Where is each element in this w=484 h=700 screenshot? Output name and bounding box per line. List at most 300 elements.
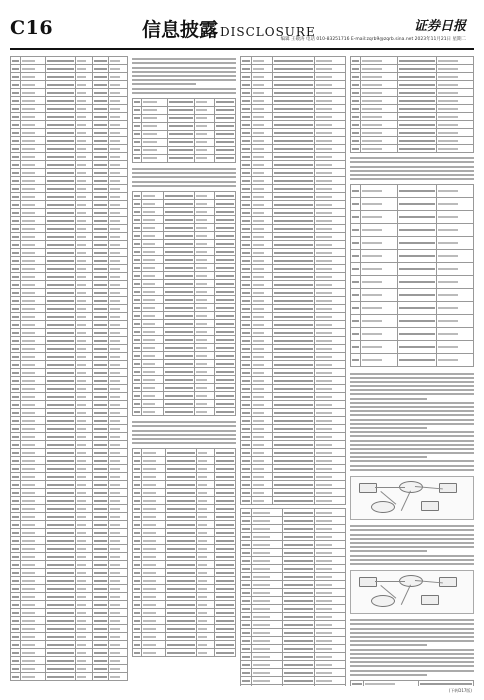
table-cell xyxy=(196,489,215,497)
table-row xyxy=(241,313,346,321)
greeked-text xyxy=(362,92,382,94)
greeked-text xyxy=(274,308,312,310)
diagram-node xyxy=(359,577,377,587)
table-cell xyxy=(252,265,273,273)
greeked-text xyxy=(316,340,333,342)
greeked-text xyxy=(316,428,333,430)
greeked-text xyxy=(110,220,120,222)
greeked-text xyxy=(196,395,207,397)
greeked-text xyxy=(438,216,458,218)
greeked-text xyxy=(216,211,234,213)
table-cell xyxy=(92,449,109,457)
table-cell xyxy=(252,193,273,201)
table-cell xyxy=(92,537,109,545)
greeked-text xyxy=(94,276,108,278)
table-cell xyxy=(11,553,21,561)
table-cell xyxy=(398,341,437,354)
table-row xyxy=(241,669,346,677)
table-cell xyxy=(283,613,314,621)
greeked-text xyxy=(22,276,35,278)
greeked-text xyxy=(110,604,120,606)
table-cell xyxy=(314,193,345,201)
table-cell xyxy=(196,625,215,633)
table-row xyxy=(241,581,346,589)
greeked-text xyxy=(12,492,19,494)
table-cell xyxy=(141,609,166,617)
table-cell xyxy=(196,633,215,641)
table-row xyxy=(133,537,236,545)
table-cell xyxy=(215,593,236,601)
greeked-text xyxy=(216,203,234,205)
table-cell xyxy=(76,129,93,137)
greeked-text xyxy=(110,580,120,582)
greeked-text xyxy=(12,572,19,574)
table-row xyxy=(133,617,236,625)
greeked-text xyxy=(77,460,86,462)
table-cell xyxy=(11,401,21,409)
greeked-text xyxy=(274,356,312,358)
table-cell xyxy=(11,153,21,161)
text-line xyxy=(350,398,427,400)
greeked-text xyxy=(242,452,250,454)
greeked-text xyxy=(12,60,19,62)
table-cell xyxy=(92,545,109,553)
greeked-text xyxy=(134,149,140,151)
greeked-text xyxy=(47,84,74,86)
table-row xyxy=(241,249,346,257)
table-cell xyxy=(76,505,93,513)
table-cell xyxy=(133,449,142,457)
greeked-text xyxy=(242,268,250,270)
greeked-text xyxy=(94,148,108,150)
table-cell xyxy=(351,315,361,328)
greeked-text xyxy=(22,316,35,318)
greeked-text xyxy=(22,156,35,158)
table-cell xyxy=(11,249,21,257)
table-cell xyxy=(92,161,109,169)
table-cell xyxy=(46,465,76,473)
table-cell xyxy=(241,385,252,393)
table-row xyxy=(241,425,346,433)
table-cell xyxy=(398,185,437,198)
table-cell xyxy=(252,385,273,393)
table-cell xyxy=(314,369,345,377)
table-cell xyxy=(241,169,252,177)
table-cell xyxy=(361,315,398,328)
table-row xyxy=(133,545,236,553)
greeked-text xyxy=(77,636,86,638)
greeked-text xyxy=(274,76,312,78)
greeked-text xyxy=(284,512,312,514)
text-line xyxy=(350,385,474,387)
table-row xyxy=(241,637,346,645)
table-row xyxy=(133,497,236,505)
greeked-text xyxy=(110,484,120,486)
greeked-text xyxy=(110,260,120,262)
greeked-text xyxy=(110,500,120,502)
greeked-text xyxy=(316,260,333,262)
table-cell xyxy=(241,417,252,425)
table-cell xyxy=(241,541,252,549)
greeked-text xyxy=(253,140,264,142)
table-cell xyxy=(273,137,314,145)
greeked-text xyxy=(134,524,140,526)
greeked-text xyxy=(94,220,108,222)
greeked-text xyxy=(47,436,74,438)
table-cell xyxy=(164,272,194,280)
table-cell xyxy=(133,408,142,416)
table-cell xyxy=(46,417,76,425)
table-row xyxy=(133,122,236,130)
table-row xyxy=(11,545,128,553)
table-cell xyxy=(133,240,142,248)
greeked-text xyxy=(216,219,234,221)
table-row xyxy=(133,408,236,416)
table-cell xyxy=(20,441,45,449)
greeked-text xyxy=(316,180,333,182)
greeked-text xyxy=(362,216,382,218)
table-cell xyxy=(252,517,283,525)
greeked-text xyxy=(110,332,120,334)
greeked-text xyxy=(77,476,86,478)
greeked-text xyxy=(47,276,74,278)
table-cell xyxy=(109,601,128,609)
greeked-text xyxy=(362,190,382,192)
table-cell xyxy=(20,209,45,217)
table-cell xyxy=(46,281,76,289)
greeked-text xyxy=(242,308,250,310)
table-cell xyxy=(437,328,474,341)
greeked-text xyxy=(316,332,333,334)
greeked-text xyxy=(47,348,74,350)
greeked-text xyxy=(94,180,108,182)
greeked-text xyxy=(134,484,140,486)
greeked-text xyxy=(169,149,192,151)
table-cell xyxy=(20,545,45,553)
greeked-text xyxy=(22,252,35,254)
table-row xyxy=(133,376,236,384)
table-cell xyxy=(252,637,283,645)
table-cell xyxy=(283,597,314,605)
table-row xyxy=(133,98,236,106)
greeked-text xyxy=(216,476,234,478)
text-line xyxy=(350,444,474,446)
greeked-text xyxy=(316,476,333,478)
greeked-text xyxy=(362,140,382,142)
table-row xyxy=(241,557,346,565)
greeked-text xyxy=(242,412,250,414)
table-cell xyxy=(283,669,314,677)
greeked-text xyxy=(12,108,19,110)
disclosure-table xyxy=(132,191,236,416)
greeked-text xyxy=(352,148,359,150)
table-cell xyxy=(351,105,361,113)
greeked-text xyxy=(22,108,35,110)
table-cell xyxy=(241,209,252,217)
table-cell xyxy=(314,153,345,161)
table-cell xyxy=(20,609,45,617)
greeked-text xyxy=(399,255,435,257)
table-cell xyxy=(141,449,166,457)
greeked-text xyxy=(274,404,312,406)
greeked-text xyxy=(438,108,458,110)
greeked-text xyxy=(12,212,19,214)
greeked-text xyxy=(253,608,270,610)
table-cell xyxy=(241,581,252,589)
table-cell xyxy=(76,593,93,601)
greeked-text xyxy=(242,380,250,382)
greeked-text xyxy=(143,275,155,277)
table-cell xyxy=(20,81,45,89)
greeked-text xyxy=(22,324,35,326)
table-cell xyxy=(314,313,345,321)
greeked-text xyxy=(134,267,140,269)
greeked-text xyxy=(242,468,250,470)
table-cell xyxy=(241,549,252,557)
table-cell xyxy=(92,513,109,521)
table-cell xyxy=(20,385,45,393)
greeked-text xyxy=(198,652,208,654)
table-cell xyxy=(252,473,273,481)
table-cell xyxy=(20,145,45,153)
table-cell xyxy=(241,153,252,161)
table-cell xyxy=(109,257,128,265)
table-cell xyxy=(92,665,109,673)
greeked-text xyxy=(242,244,250,246)
table-cell xyxy=(196,473,215,481)
table-row xyxy=(133,529,236,537)
table-cell xyxy=(361,354,398,367)
table-cell xyxy=(92,137,109,145)
table-cell xyxy=(109,425,128,433)
greeked-text xyxy=(77,76,86,78)
table-cell xyxy=(46,209,76,217)
greeked-text xyxy=(77,116,86,118)
table-cell xyxy=(20,457,45,465)
greeked-text xyxy=(134,572,140,574)
greeked-text xyxy=(216,259,234,261)
table-cell xyxy=(215,336,236,344)
table-cell xyxy=(252,113,273,121)
table-cell xyxy=(314,177,345,185)
table-cell xyxy=(314,409,345,417)
greeked-text xyxy=(77,500,86,502)
greeked-text xyxy=(110,100,120,102)
table-row xyxy=(11,121,128,129)
table-cell xyxy=(46,665,76,673)
table-cell xyxy=(196,601,215,609)
table-cell xyxy=(20,473,45,481)
greeked-text xyxy=(167,588,194,590)
table-cell xyxy=(11,281,21,289)
table-cell xyxy=(46,561,76,569)
greeked-text xyxy=(167,460,194,462)
disclosure-table xyxy=(132,98,236,163)
table-row xyxy=(241,89,346,97)
table-cell xyxy=(215,497,236,505)
table-cell xyxy=(133,98,142,106)
table-cell xyxy=(46,641,76,649)
greeked-text xyxy=(110,212,120,214)
table-cell xyxy=(141,633,166,641)
table-cell xyxy=(109,57,128,65)
table-cell xyxy=(76,297,93,305)
greeked-text xyxy=(198,492,208,494)
greeked-text xyxy=(196,117,207,119)
greeked-text xyxy=(77,348,86,350)
table-cell xyxy=(252,465,273,473)
table-cell xyxy=(166,465,196,473)
greeked-text xyxy=(242,116,250,118)
table-cell xyxy=(20,97,45,105)
table-cell xyxy=(46,225,76,233)
table-cell xyxy=(252,393,273,401)
greeked-text xyxy=(47,396,74,398)
table-row xyxy=(351,289,474,302)
disclosure-table xyxy=(10,56,128,681)
page-number: C16 xyxy=(10,17,54,39)
greeked-text xyxy=(134,636,140,638)
greeked-text xyxy=(198,644,208,646)
table-cell xyxy=(241,565,252,573)
greeked-text xyxy=(253,308,264,310)
greeked-text xyxy=(12,180,19,182)
table-cell xyxy=(166,497,196,505)
greeked-text xyxy=(165,379,192,381)
table-cell xyxy=(196,513,215,521)
greeked-text xyxy=(134,540,140,542)
greeked-text xyxy=(134,652,140,654)
table-cell xyxy=(76,433,93,441)
greeked-text xyxy=(167,612,194,614)
greeked-text xyxy=(47,524,74,526)
table-cell xyxy=(109,161,128,169)
table-cell xyxy=(241,305,252,313)
greeked-text xyxy=(77,380,86,382)
greeked-text xyxy=(216,612,234,614)
table-cell xyxy=(215,617,236,625)
greeked-text xyxy=(198,636,208,638)
table-cell xyxy=(164,192,194,200)
table-cell xyxy=(252,321,273,329)
greeked-text xyxy=(22,372,35,374)
greeked-text xyxy=(94,380,108,382)
greeked-text xyxy=(242,560,250,562)
greeked-text xyxy=(316,84,333,86)
table-cell xyxy=(273,465,314,473)
greeked-text xyxy=(47,300,74,302)
table-cell xyxy=(20,329,45,337)
table-cell xyxy=(92,313,109,321)
greeked-text xyxy=(77,332,86,334)
table-cell xyxy=(398,57,437,65)
table-cell xyxy=(133,545,142,553)
table-cell xyxy=(241,361,252,369)
greeked-text xyxy=(316,452,333,454)
table-row xyxy=(11,409,128,417)
table-cell xyxy=(273,369,314,377)
table-cell xyxy=(20,89,45,97)
greeked-text xyxy=(316,228,333,230)
table-cell xyxy=(46,505,76,513)
table-cell xyxy=(351,113,361,121)
table-cell xyxy=(314,201,345,209)
greeked-text xyxy=(253,468,264,470)
table-cell xyxy=(196,569,215,577)
table-cell xyxy=(141,232,164,240)
table-cell xyxy=(109,289,128,297)
table-cell xyxy=(314,65,345,73)
table-cell xyxy=(252,629,283,637)
greeked-text xyxy=(143,251,155,253)
greeked-text xyxy=(165,307,192,309)
greeked-text xyxy=(77,68,86,70)
table-cell xyxy=(133,130,142,138)
greeked-text xyxy=(94,236,108,238)
greeked-text xyxy=(399,140,435,142)
table-cell xyxy=(252,581,283,589)
greeked-text xyxy=(94,308,108,310)
greeked-text xyxy=(216,500,234,502)
greeked-text xyxy=(94,356,108,358)
table-cell xyxy=(76,633,93,641)
greeked-text xyxy=(22,668,35,670)
table-row xyxy=(241,257,346,265)
greeked-text xyxy=(94,396,108,398)
greeked-text xyxy=(316,492,333,494)
table-cell xyxy=(133,288,142,296)
table-cell xyxy=(20,465,45,473)
table-cell xyxy=(314,557,345,565)
greeked-text xyxy=(47,108,74,110)
table-cell xyxy=(76,617,93,625)
table-cell xyxy=(76,145,93,153)
greeked-text xyxy=(316,100,333,102)
greeked-text xyxy=(143,540,156,542)
greeked-text xyxy=(94,140,108,142)
table-row xyxy=(241,597,346,605)
table-cell xyxy=(92,465,109,473)
table-cell xyxy=(314,509,345,517)
table-cell xyxy=(273,145,314,153)
greeked-text xyxy=(316,164,333,166)
greeked-text xyxy=(216,315,234,317)
greeked-text xyxy=(253,372,264,374)
table-cell xyxy=(361,97,398,105)
table-cell xyxy=(109,209,128,217)
table-cell xyxy=(241,217,252,225)
table-cell xyxy=(133,344,142,352)
table-cell xyxy=(215,553,236,561)
greeked-text xyxy=(47,356,74,358)
greeked-text xyxy=(167,636,194,638)
greeked-text xyxy=(316,484,333,486)
greeked-text xyxy=(316,444,333,446)
text-line xyxy=(350,529,474,531)
table-cell xyxy=(109,657,128,665)
greeked-text xyxy=(196,195,207,197)
table-cell xyxy=(141,368,164,376)
greeked-text xyxy=(94,92,108,94)
table-cell xyxy=(11,649,21,657)
greeked-text xyxy=(22,76,35,78)
table-cell xyxy=(133,114,142,122)
table-cell xyxy=(133,328,142,336)
table-row xyxy=(133,288,236,296)
table-cell xyxy=(109,585,128,593)
greeked-text xyxy=(167,484,194,486)
greeked-text xyxy=(316,600,333,602)
